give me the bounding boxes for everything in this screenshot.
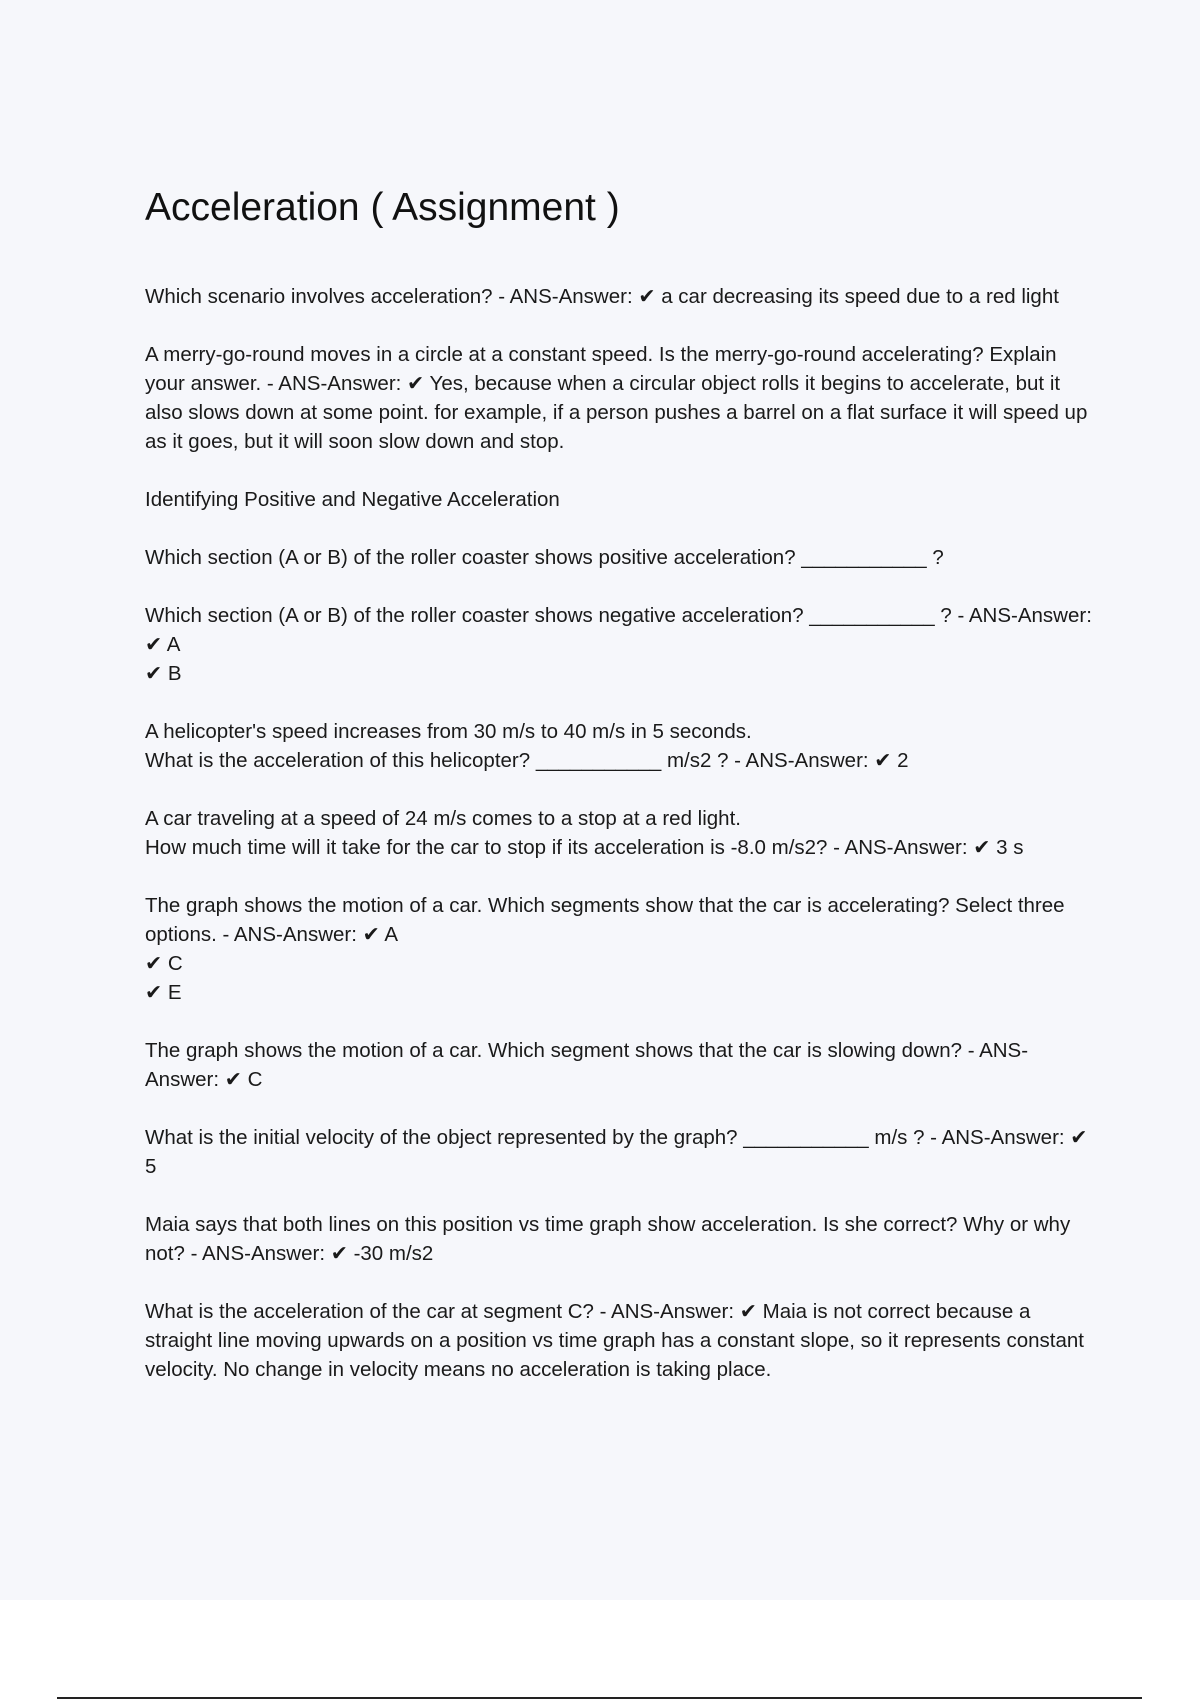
question-paragraph: Which section (A or B) of the roller coaster shows negative acceleration? ___________ ? - ANS-Answer: ✔ A ✔ B bbox=[145, 604, 1092, 685]
question-paragraph: A helicopter's speed increases from 30 m/s to 40 m/s in 5 seconds. What is the acceleration of this helicopter? ___________ m/s2 ? - ANS-Answer: ✔ 2 bbox=[145, 720, 909, 772]
document-content bbox=[145, 182, 1095, 1413]
question-paragraph: Which section (A or B) of the roller coaster shows positive acceleration? ___________ ? bbox=[145, 546, 944, 569]
question-paragraph: The graph shows the motion of a car. Which segments show that the car is accelerating? Select three options. - ANS-Answer: ✔ A ✔ C ✔ E bbox=[145, 894, 1065, 1004]
section-heading: Identifying Positive and Negative Acceleration bbox=[145, 488, 560, 511]
question-paragraph: A merry-go-round moves in a circle at a constant speed. Is the merry-go-round accelerating? Explain your answer. - ANS-Answer: ✔ Yes, because when a circular object rolls it begins to accelerate, but it also slows down at some point. for example, if a person pushes a barrel on a flat surface it will speed up as it goes, but it will soon slow down and stop. bbox=[145, 343, 1088, 453]
question-paragraph: Maia says that both lines on this position vs time graph show acceleration. Is she correct? Why or why not? - ANS-Answer: ✔ -30 m/s2 bbox=[145, 1213, 1071, 1265]
footer-divider bbox=[57, 1697, 1142, 1699]
question-paragraph: Which scenario involves acceleration? - ANS-Answer: ✔ a car decreasing its speed due to a red light bbox=[145, 285, 1059, 308]
question-paragraph: What is the acceleration of the car at segment C? - ANS-Answer: ✔ Maia is not correct because a straight line moving upwards on a position vs time graph has a constant slope, so it represents constant velocity. No change in velocity means no acceleration is taking place. bbox=[145, 1300, 1084, 1381]
question-paragraph: What is the initial velocity of the object represented by the graph? ___________ m/s ? - ANS-Answer: ✔ 5 bbox=[145, 1126, 1088, 1178]
question-paragraph: A car traveling at a speed of 24 m/s comes to a stop at a red light. How much time will it take for the car to stop if its acceleration is -8.0 m/s2? - ANS-Answer: ✔ 3 s bbox=[145, 807, 1024, 859]
question-paragraph: The graph shows the motion of a car. Which segment shows that the car is slowing down? - ANS-Answer: ✔ C bbox=[145, 1039, 1029, 1091]
document-title: Acceleration ( Assignment ) bbox=[145, 186, 620, 229]
